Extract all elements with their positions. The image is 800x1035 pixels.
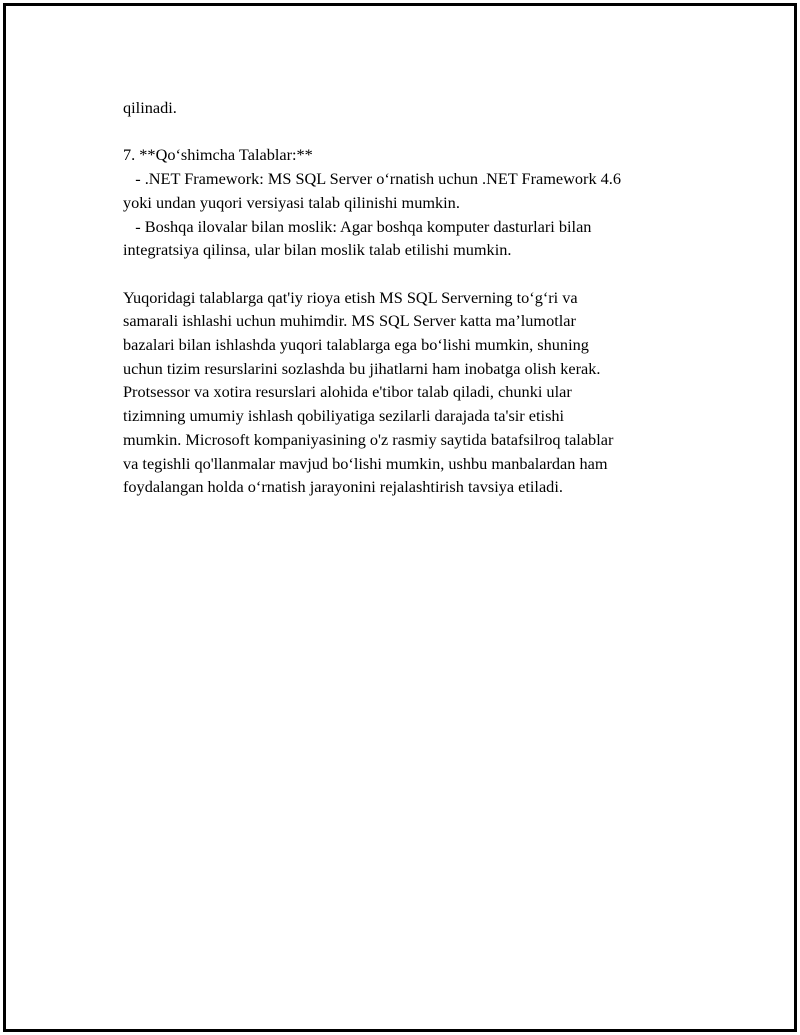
paragraph-line: bazalari bilan ishlashda yuqori talablarga ega bo‘lishi mumkin, shuning <box>123 335 589 354</box>
conclusion-paragraph <box>123 286 703 499</box>
list-item <box>123 167 703 214</box>
paragraph-line: va tegishli qo'llanmalar mavjud bo‘lishi mumkin, ushbu manbalardan ham <box>123 453 608 473</box>
page-frame <box>3 3 797 1032</box>
paragraph-line: foydalangan holda o‘rnatish jarayonini rejalashtirish tavsiya etiladi. <box>123 477 563 497</box>
paragraph-gap <box>123 120 703 144</box>
paragraph-line: uchun tizim resurslarini sozlashda bu jihatlarni ham inobatga olish kerak. <box>123 358 601 378</box>
list-item-line: integratsiya qilinsa, ular bilan moslik talab etilishi mumkin. <box>123 240 512 260</box>
list-item-line: yoki undan yuqori versiyasi talab qilinishi mumkin. <box>123 192 460 212</box>
paragraph-line: Yuqoridagi talablarga qat'iy rioya etish MS SQL Serverning to‘g‘ri va <box>123 287 578 307</box>
list-item <box>123 215 703 262</box>
section-heading: 7. **Qo‘shimcha Talablar:** <box>123 145 313 165</box>
list-item-line: - Boshqa ilovalar bilan moslik: Agar boshqa komputer dasturlari bilan <box>123 216 592 236</box>
paragraph-line: tizimning umumiy ishlash qobiliyatiga sezilarli darajada ta'sir etishi <box>123 406 565 426</box>
document-body <box>123 96 703 499</box>
paragraph-line: Protsessor va xotira resurslari alohida e'tibor talab qiladi, chunki ular <box>123 382 572 402</box>
paragraph-gap <box>123 262 703 286</box>
list-item-line: - .NET Framework: MS SQL Server o‘rnatish uchun .NET Framework 4.6 <box>123 169 622 189</box>
section-7 <box>123 143 703 262</box>
continuation-text: qilinadi. <box>123 98 177 117</box>
paragraph-line: samarali ishlashi uchun muhimdir. MS SQL Server katta ma’lumotlar <box>123 311 576 331</box>
paragraph-line: mumkin. Microsoft kompaniyasining o'z rasmiy saytida batafsilroq talablar <box>123 429 614 449</box>
